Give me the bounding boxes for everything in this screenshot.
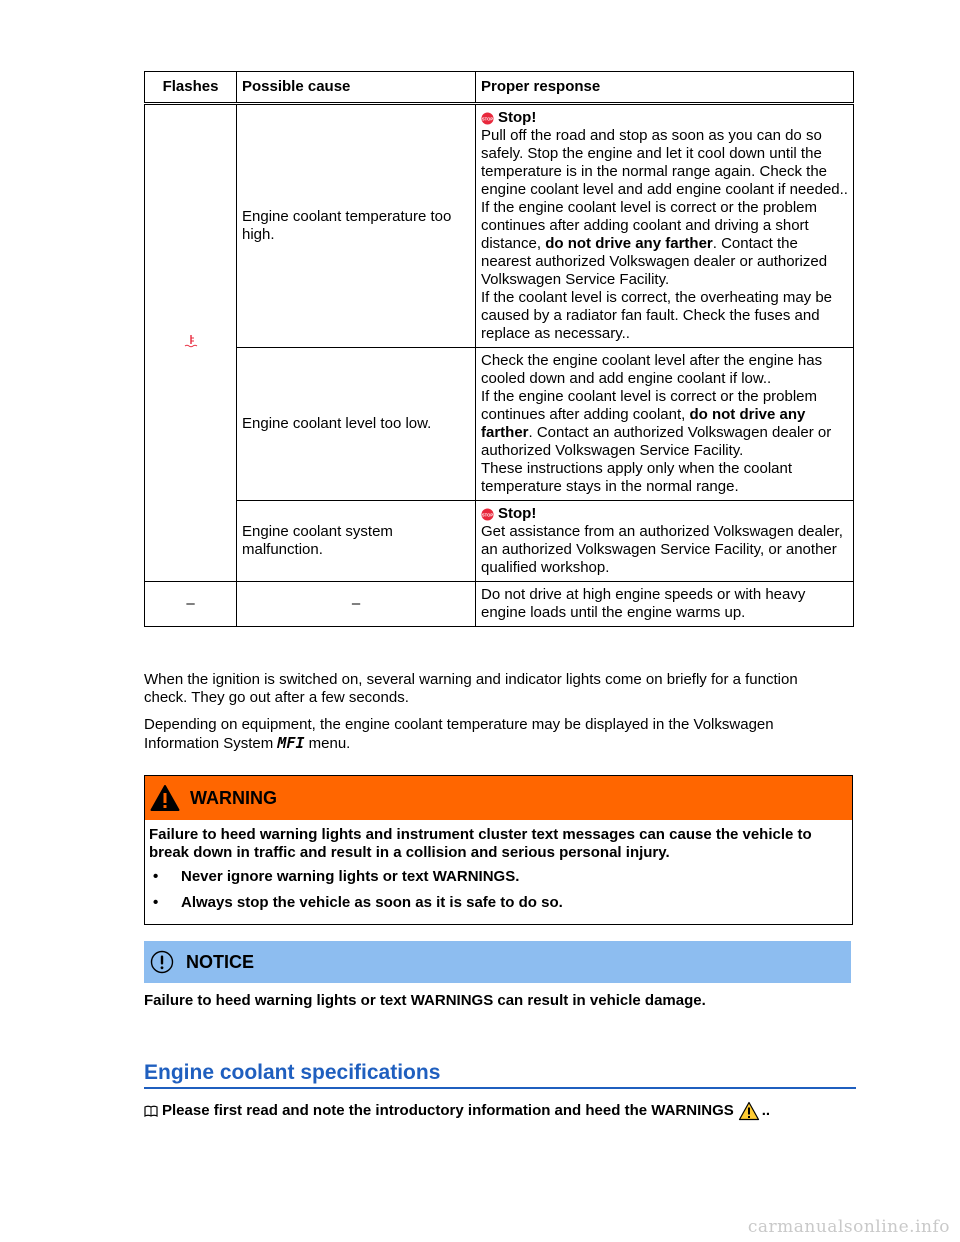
flash-cell [145,104,237,582]
warning-list [149,868,847,912]
header-flashes: Flashes [145,72,237,104]
exclamation-circle-icon [150,950,174,974]
svg-text:STOP: STOP [481,511,494,517]
table-header-row [145,72,854,104]
response-bold: do not drive any farther [481,406,806,441]
response-text [481,388,848,460]
watermark: carmanualsonline.info [747,1217,950,1237]
table-row [145,348,854,501]
paragraph-segment: menu. [304,735,351,752]
intro-line [144,1101,844,1121]
coolant-temperature-icon [184,334,198,348]
warning-title: WARNING [190,788,277,808]
response-text: Get assistance from an authorized Volkswagen dealer, an authorized Volkswagen Service Facility, or another qualified workshop. [481,523,843,576]
section-title: Engine coolant specifications [144,1060,856,1089]
response-text: If the coolant level is correct, the overheating may be caused by a radiator fan fault. Check the fuses and replace as necessary.. [481,289,833,342]
list-item-text: Always stop the vehicle as soon as it is safe to do so. [181,894,563,911]
cause-cell: Engine coolant temperature too high. [237,104,476,348]
intro-text: Please first read and note the introductory information and heed the WARNINGS [162,1102,734,1119]
header-proper-response: Proper response [476,72,854,104]
stop-icon [481,112,494,125]
svg-text:STOP: STOP [481,115,494,121]
mfi-label: MFI [277,734,305,752]
notice-header [144,941,851,983]
response-cell [476,501,854,582]
warning-header [145,776,852,820]
response-text: These instructions apply only when the coolant temperature stays in the normal range. [481,460,793,495]
table-row [145,104,854,348]
warning-body [145,820,852,924]
cause-cell: Engine coolant system malfunction. [237,501,476,582]
intro-end: .. [761,1102,771,1119]
stop-icon [481,508,494,521]
ignition-paragraph: When the ignition is switched on, several warning and indicator lights come on briefly for a function check. They go out after a few seconds. [144,671,798,706]
warning-triangle-icon [738,1101,760,1121]
notice-title: NOTICE [186,952,255,972]
response-text: Check the engine coolant level after the engine has cooled down and add engine coolant if low.. [481,352,823,387]
warning-box [144,775,853,925]
warning-light-table [144,71,854,627]
stop-line [481,505,848,523]
bullet-icon: • [153,894,159,911]
bullet-icon: • [153,868,159,885]
book-icon [144,1105,158,1117]
flash-cell: – [145,582,237,627]
stop-label: Stop! [498,109,537,126]
response-text: Pull off the road and stop as soon as you can do so safely. Stop the engine and let it cool down until the temperature is in the normal range again. Check the engine coolant level and add engine coolant if needed.. [481,127,848,198]
response-segment: If the engine coolant level is correct or the problem continues after adding coolant and driving a short distance, [481,199,818,252]
response-cell: Do not drive at high engine speeds or with heavy engine loads until the engine warms up. [476,582,854,627]
notice-text: Failure to heed warning lights or text WARNINGS can result in vehicle damage. [144,992,706,1009]
response-cell [476,348,854,501]
stop-label: Stop! [498,505,537,522]
cause-cell: Engine coolant level too low. [237,348,476,501]
response-text [481,199,848,289]
table-row [145,501,854,582]
warning-text: Failure to heed warning lights and instrument cluster text messages can cause the vehicle to break down in traffic and result in a collision and serious personal injury. [149,826,812,861]
equipment-paragraph [144,716,844,753]
list-item [149,868,847,886]
response-cell [476,104,854,348]
response-segment: . Contact the nearest authorized Volkswagen dealer or authorized Volkswagen Service Facility. [481,235,828,288]
table-row [145,582,854,627]
cause-cell: – [237,582,476,627]
header-possible-cause: Possible cause [237,72,476,104]
response-bold: do not drive any farther [545,235,713,252]
list-item-text: Never ignore warning lights or text WARNINGS. [181,868,520,885]
list-item [149,894,847,912]
warning-triangle-icon [150,784,180,812]
response-segment: . Contact an authorized Volkswagen dealer or authorized Volkswagen Service Facility. [481,424,832,459]
response-segment: If the engine coolant level is correct or the problem continues after adding coolant, [481,388,818,423]
paragraph-segment: Depending on equipment, the engine coolant temperature may be displayed in the Volkswagen Information System [144,716,774,752]
stop-line [481,109,848,127]
